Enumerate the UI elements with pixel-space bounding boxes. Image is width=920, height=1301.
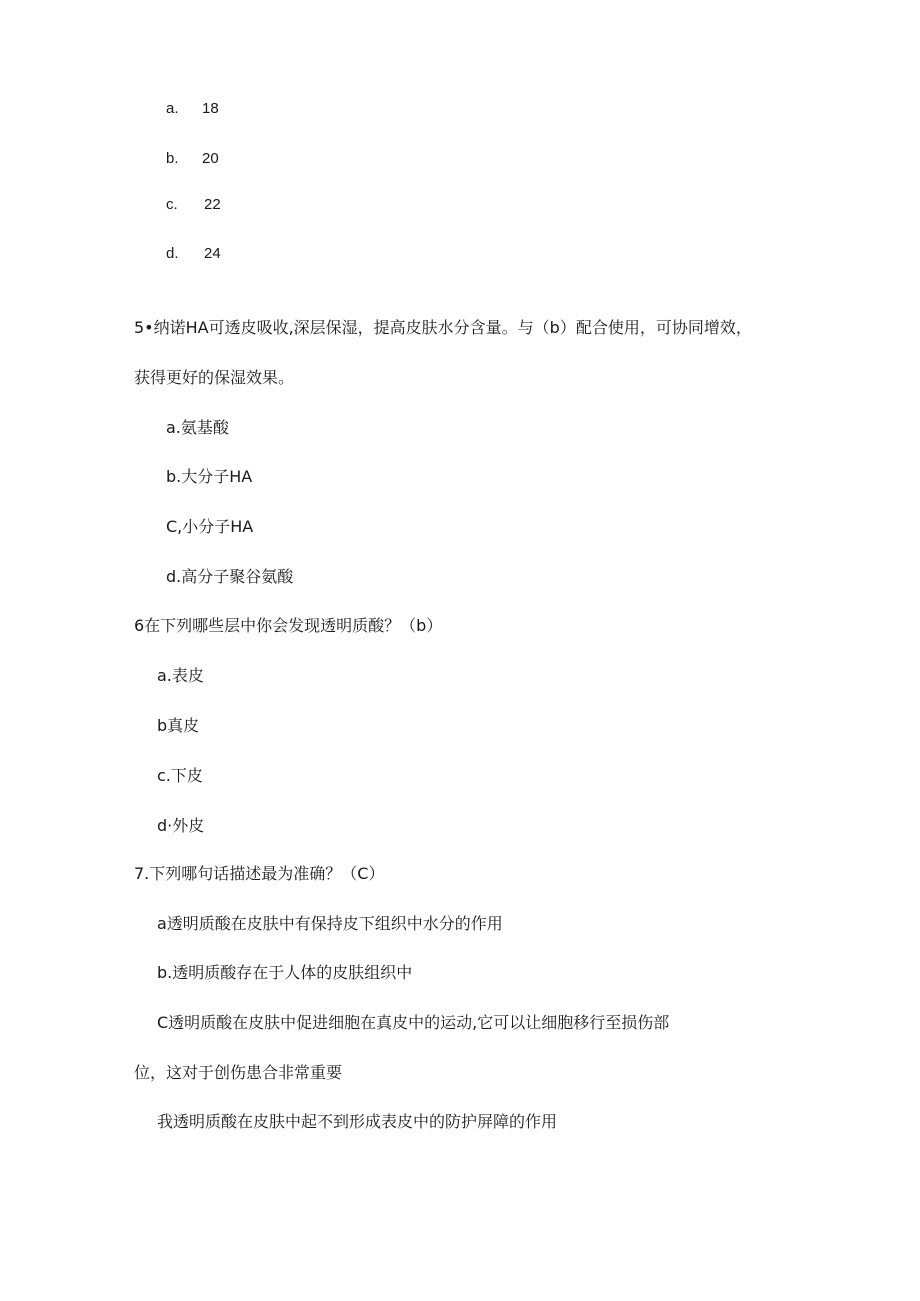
q7-option-c-continued: 位，这对于创伤患合非常重要 bbox=[134, 1063, 343, 1082]
q6-option-a: a.表皮 bbox=[157, 666, 204, 685]
q6-option-b: b真皮 bbox=[157, 716, 200, 735]
q5-option-a: a.氨基酸 bbox=[166, 418, 229, 437]
q6-option-c: c.下皮 bbox=[157, 766, 203, 785]
q7-option-d: 我透明质酸在皮肤中起不到形成表皮中的防护屏障的作用 bbox=[157, 1112, 558, 1131]
q5-option-d: d.高分子聚谷氨酸 bbox=[166, 567, 294, 586]
q5-stem-line1: 5•纳诺HA可透皮吸收,深层保湿，提高皮肤水分含量。与（b）配合使用，可协同增效， bbox=[134, 318, 752, 337]
q5-option-c: C,小分子HA bbox=[166, 517, 254, 536]
option-letter: a. bbox=[166, 100, 179, 117]
option-letter: d. bbox=[166, 245, 179, 262]
q4-option-b bbox=[166, 147, 219, 170]
q7-option-b: b.透明质酸存在于人体的皮肤组织中 bbox=[157, 963, 413, 982]
option-value: 20 bbox=[202, 150, 219, 167]
q4-option-d bbox=[166, 242, 221, 265]
q4-option-c bbox=[166, 193, 221, 216]
option-letter: c. bbox=[166, 196, 178, 213]
q4-option-a bbox=[166, 97, 219, 120]
option-value: 18 bbox=[202, 100, 219, 117]
q7-option-a: a透明质酸在皮肤中有保持皮下组织中水分的作用 bbox=[157, 914, 503, 933]
q5-option-b: b.大分子HA bbox=[166, 467, 253, 486]
option-value: 24 bbox=[204, 245, 221, 262]
q7-option-c: C透明质酸在皮肤中促进细胞在真皮中的运动,它可以让细胞移行至损伤部 bbox=[157, 1013, 670, 1032]
q6-stem: 6在下列哪些层中你会发现透明质酸？（b） bbox=[134, 616, 443, 635]
q6-option-d: d·外皮 bbox=[157, 816, 205, 835]
option-letter: b. bbox=[166, 150, 179, 167]
q7-stem: 7.下列哪句话描述最为准确？（C） bbox=[134, 864, 385, 883]
option-value: 22 bbox=[204, 196, 221, 213]
q5-stem-line2: 获得更好的保湿效果。 bbox=[134, 368, 295, 387]
